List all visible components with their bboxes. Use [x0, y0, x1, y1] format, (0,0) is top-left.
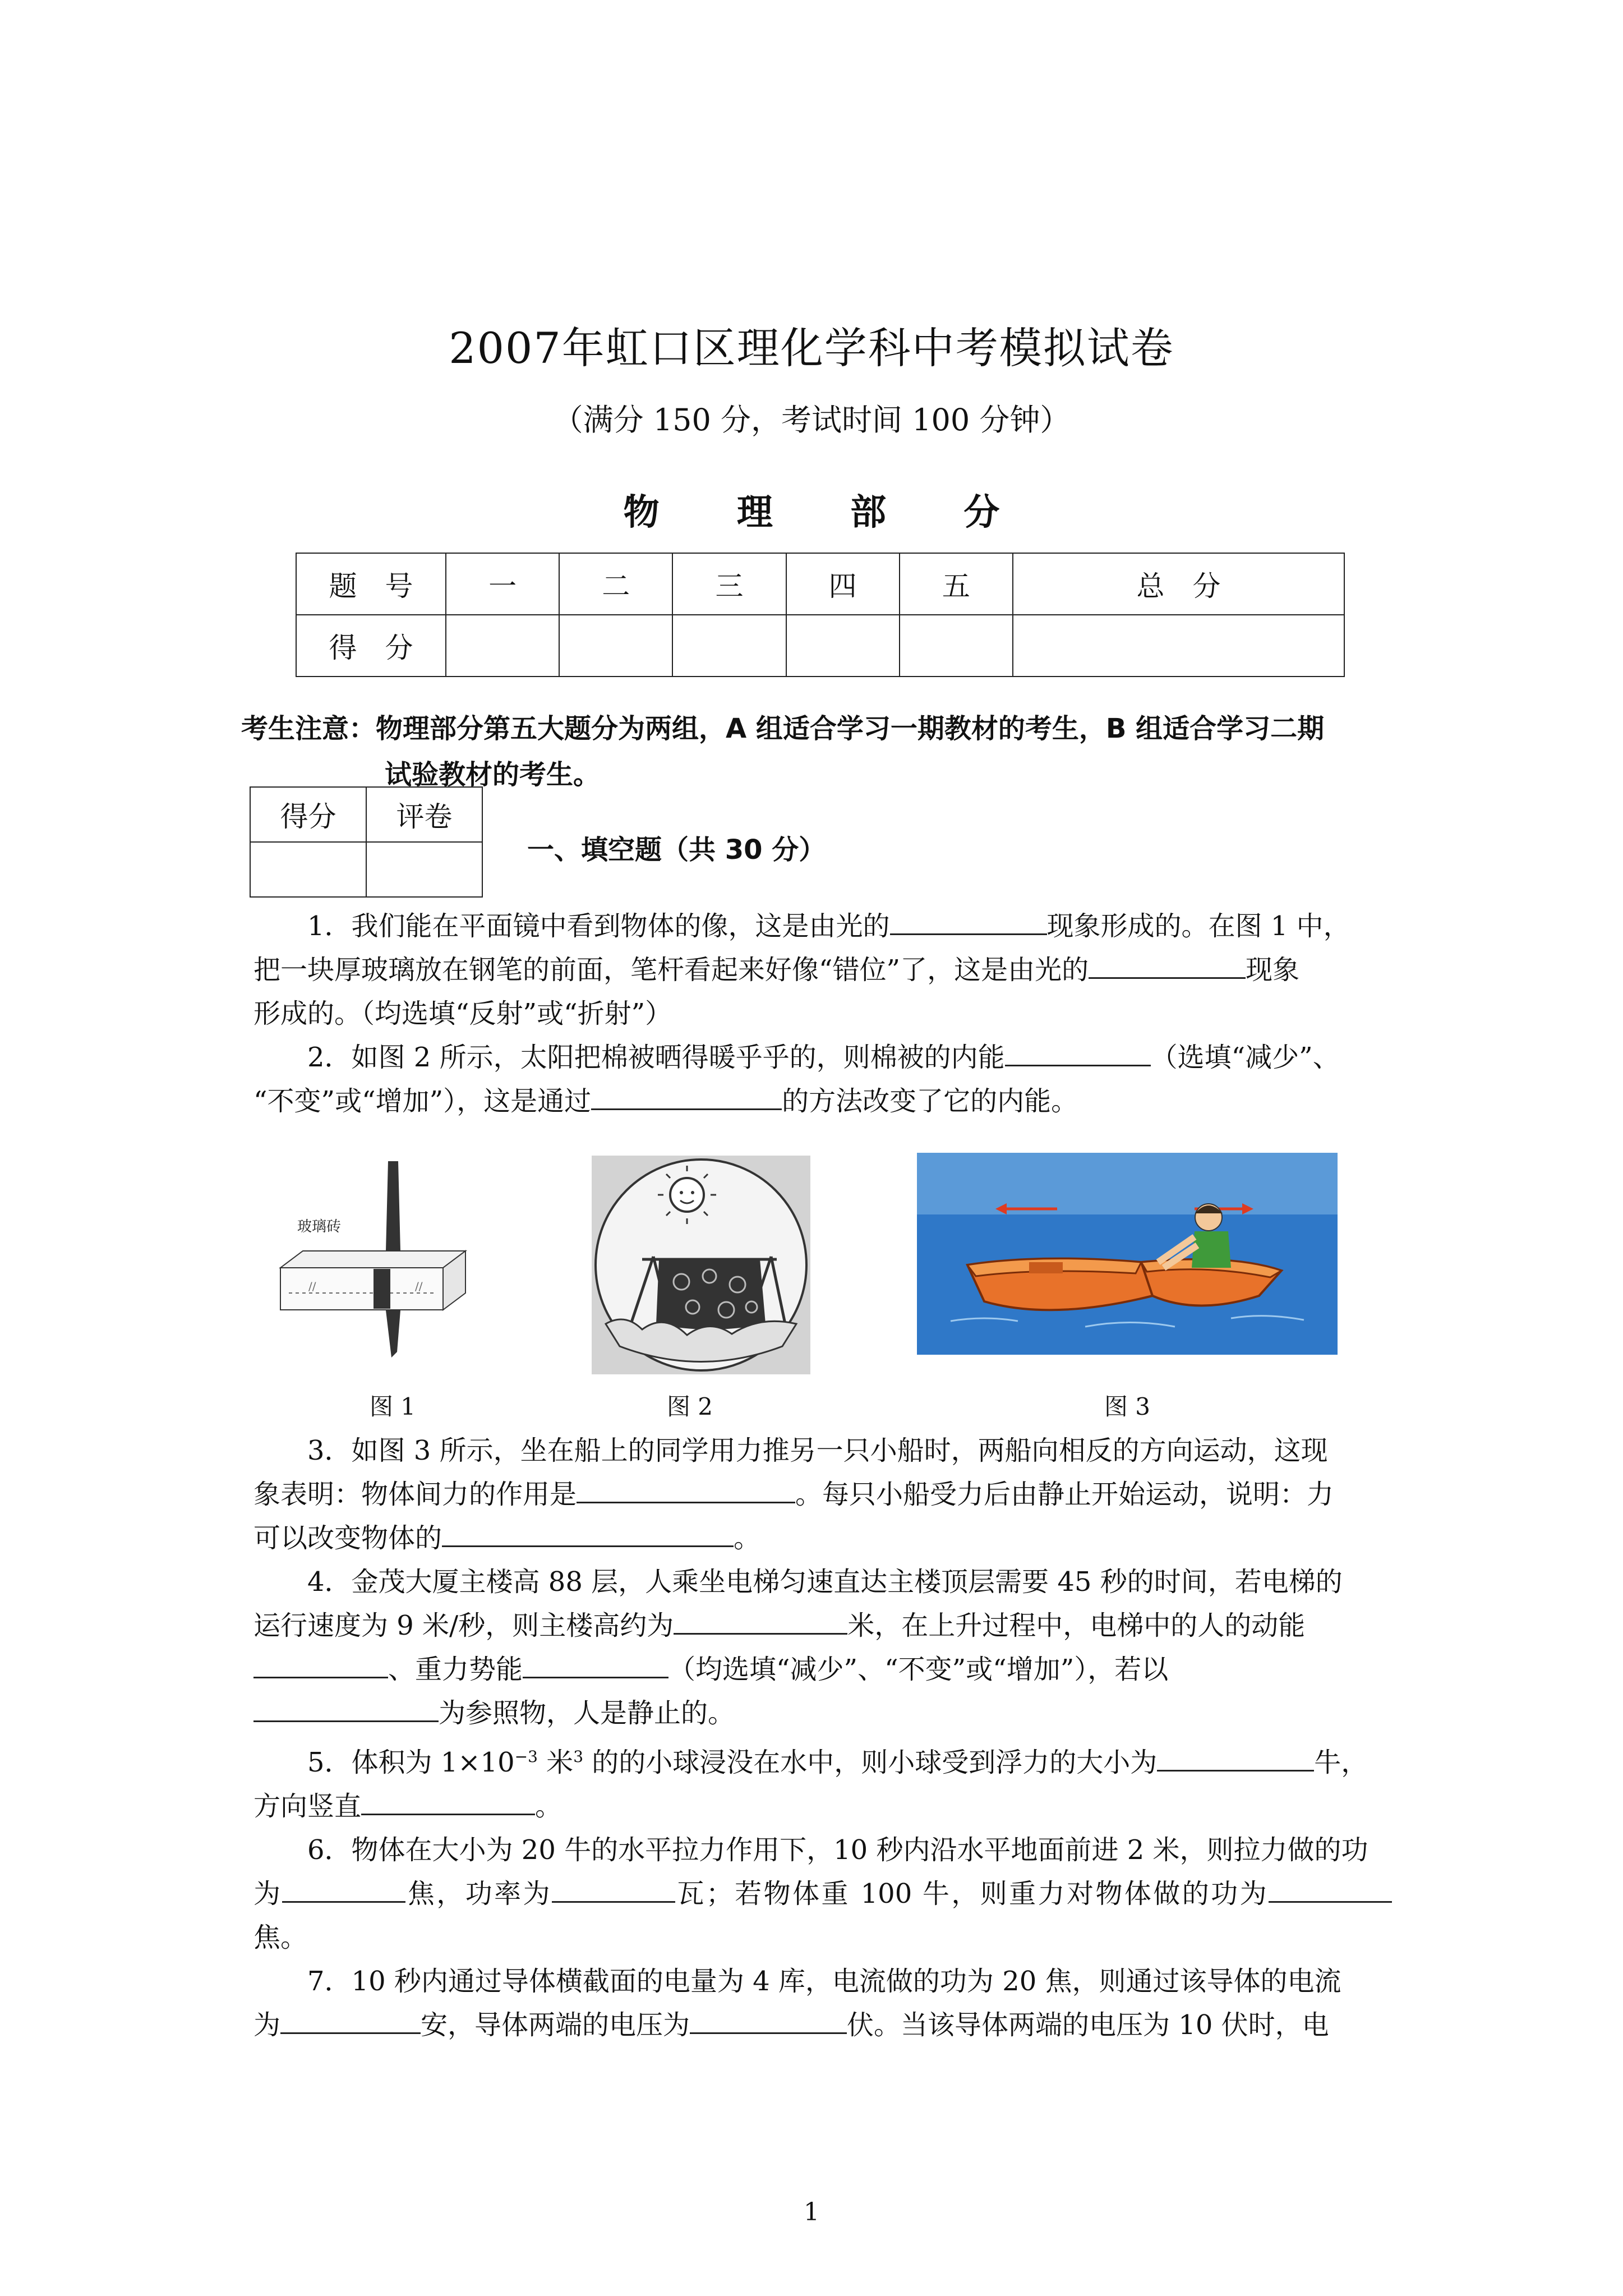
score-cell: [559, 615, 672, 677]
answer-blank[interactable]: [361, 1786, 535, 1815]
question-3-end: 可以改变物体的 。: [253, 1516, 1392, 1560]
answer-blank[interactable]: [442, 1517, 734, 1547]
figure-3-caption: 图 3: [1104, 1393, 1151, 1420]
score-cell: 三: [672, 553, 786, 615]
score-cell: 二: [559, 553, 672, 615]
answer-blank[interactable]: [523, 1649, 668, 1678]
score-cell: 五: [900, 553, 1013, 615]
svg-text://: //: [308, 1280, 316, 1293]
page-number: 1: [804, 2198, 819, 2226]
question-4-cont2: 、重力势能 （均选填“减少”、“不变”或“增加”），若以: [253, 1648, 1392, 1691]
score-cell: [446, 615, 559, 677]
answer-blank[interactable]: [577, 1474, 795, 1503]
answer-blank[interactable]: [674, 1605, 847, 1635]
question-7: 7．10 秒内通过导体横截面的电量为 4 库，电流做的功为 20 焦，则通过该导体的电流: [307, 1966, 1341, 1997]
answer-blank[interactable]: [591, 1080, 782, 1110]
score-table-header-row: [296, 553, 1344, 615]
answer-blank[interactable]: [690, 2004, 847, 2034]
question-1-cont: 把一块厚玻璃放在钢笔的前面，笔杆看起来好像“错位”了，这是由光的 现象: [253, 948, 1392, 992]
figure-1-caption: 图 1: [369, 1393, 416, 1420]
score-cell: 题 号: [296, 553, 446, 615]
question-2-cont: “不变”或“增加”），这是通过 的方法改变了它的内能。: [253, 1079, 1392, 1123]
answer-blank[interactable]: [1089, 949, 1246, 979]
figure-2-sun-quilt: [592, 1156, 810, 1374]
questions-3-7: [253, 1429, 1392, 2047]
answer-blank[interactable]: [890, 905, 1047, 935]
answer-blank[interactable]: [282, 1873, 405, 1903]
answer-blank[interactable]: [253, 1649, 388, 1678]
answer-blank[interactable]: [1269, 1873, 1392, 1903]
answer-blank[interactable]: [253, 1692, 439, 1722]
svg-text://: //: [415, 1280, 423, 1293]
figure-3-boats: [917, 1153, 1338, 1355]
figure-2-caption: 图 2: [666, 1393, 713, 1420]
grade-cell: [366, 842, 482, 897]
question-2: 2．如图 2 所示，太阳把棉被晒得暖乎乎的，则棉被的内能 （选填“减少”、: [253, 1036, 1392, 1079]
question-4: 4．金茂大厦主楼高 88 层，人乘坐电梯匀速直达主楼顶层需要 45 秒的时间，若电梯的: [307, 1566, 1343, 1598]
score-cell: 一: [446, 553, 559, 615]
answer-blank[interactable]: [1005, 1037, 1151, 1066]
score-cell: [900, 615, 1013, 677]
grade-header-score: 得分: [250, 787, 366, 842]
exam-title: 2007年虹口区理化学科中考模拟试卷: [449, 323, 1174, 373]
score-cell: [1013, 615, 1344, 677]
question-5: 5．体积为 $1\times 10^{-3}$ 米$^3$ 的的小球浸没在水中，则小球受到浮力的大小为 牛，: [253, 1735, 1392, 1784]
notice-line1: 物理部分第五大题分为两组，A 组适合学习一期教材的考生，B 组适合学习二期: [376, 713, 1325, 744]
section-heading: 物 理 部 分: [623, 491, 1032, 533]
score-cell: 总 分: [1013, 553, 1344, 615]
exam-subtitle: （满分 150 分，考试时间 100 分钟）: [552, 402, 1071, 438]
figure-1-glass-pen: [264, 1156, 488, 1363]
grade-box: [250, 786, 483, 898]
question-6-cont: 为 焦，功率为 瓦；若物体重 100 牛，则重力对物体做的功为焦。: [253, 1872, 1392, 1959]
notice-label: 考生注意：: [241, 713, 376, 744]
score-cell: 得 分: [296, 615, 446, 677]
score-table-score-row: [296, 615, 1344, 677]
question-3: 3．如图 3 所示，坐在船上的同学用力推另一只小船时，两船向相反的方向运动，这现: [307, 1435, 1328, 1466]
questions-1-2: [253, 904, 1392, 1123]
answer-blank[interactable]: [552, 1873, 675, 1903]
exam-notice: [241, 706, 1391, 798]
question-4-cont: 运行速度为 9 米/秒，则主楼高约为 米，在上升过程中，电梯中的人的动能: [253, 1604, 1392, 1648]
score-cell: [672, 615, 786, 677]
question-7-cont: 为 安，导体两端的电压为 伏。当该导体两端的电压为 10 伏时，电: [253, 2003, 1392, 2047]
notice-line2: 试验教材的考生。: [385, 759, 601, 790]
glass-brick-label: 玻璃砖: [297, 1218, 342, 1235]
question-1: 1．我们能在平面镜中看到物体的像，这是由光的 现象形成的。在图 1 中，: [253, 904, 1392, 948]
answer-blank[interactable]: [280, 2004, 421, 2034]
grade-cell: [250, 842, 366, 897]
score-cell: 四: [786, 553, 900, 615]
answer-blank[interactable]: [1157, 1742, 1314, 1772]
score-cell: [786, 615, 900, 677]
question-4-end: 为参照物，人是静止的。: [253, 1691, 1392, 1735]
question-5-end: 方向竖直 。: [253, 1784, 1392, 1828]
question-1-end: 形成的。（均选填“反射”或“折射”）: [253, 998, 672, 1029]
grade-header-grader: 评卷: [366, 787, 482, 842]
part-heading: 一、填空题（共 30 分）: [527, 834, 826, 866]
question-3-cont: 象表明：物体间力的作用是 。每只小船受力后由静止开始运动，说明：力: [253, 1473, 1392, 1516]
score-table: [296, 553, 1345, 677]
question-6: 6．物体在大小为 20 牛的水平拉力作用下，10 秒内沿水平地面前进 2 米，则拉力做的功: [307, 1834, 1368, 1866]
